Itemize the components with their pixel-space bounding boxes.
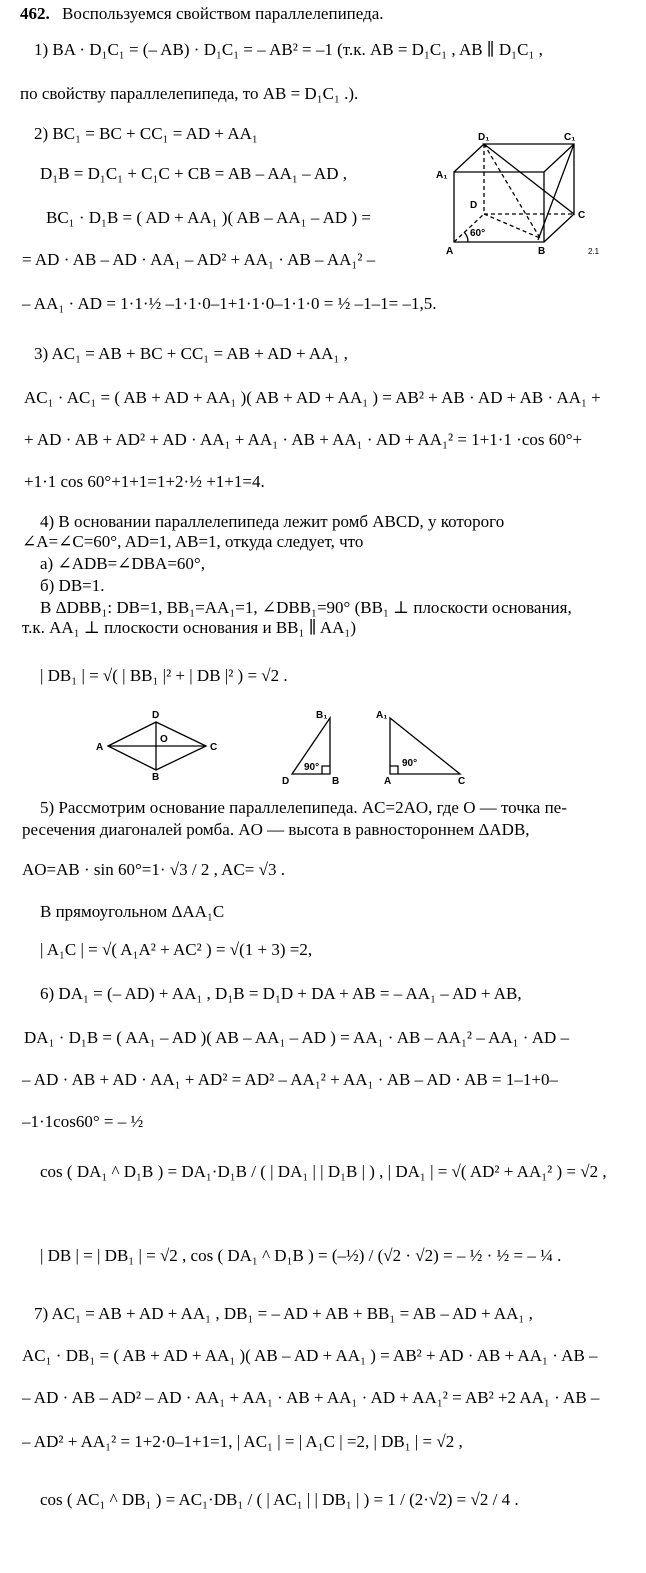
formula-line: 6) DA₁ = (– AD) + AA₁ , D₁B = D₁D + DA + AB = – AA₁ – AD + AB, xyxy=(40,984,522,1003)
formula-line: AC₁ · AC₁ = ( AB + AD + AA₁ )( AB + AD + AA₁ ) = AB² + AB · AD + AB · AA₁ + xyxy=(24,388,601,407)
formula-line: | DB | = | DB₁ | = √2 , cos ( DA₁ ^ D₁B ) = (–½) / (√2 · √2) = – ½ · ½ = – ¼ . xyxy=(40,1246,562,1265)
formula-line: 7) AC₁ = AB + AD + AA₁ , DB₁ = – AD + AB + BB₁ = AB – AD + AA₁ , xyxy=(34,1304,533,1323)
formula-line: D₁B = D₁C₁ + C₁C + CB = AB – AA₁ – AD , xyxy=(40,164,347,183)
label-B1: B₁ xyxy=(316,710,328,721)
rhombus-figure xyxy=(96,708,226,783)
label-A: A xyxy=(446,246,454,257)
formula-line: – AD · AB – AD² – AD · AA₁ + AA₁ · AB + AA₁ · AD + AA₁² = AB² +2 AA₁ · AB – xyxy=(22,1388,600,1407)
label-D: D xyxy=(152,710,160,721)
label-D: D xyxy=(282,776,290,787)
formula-line: по свойству параллелепипеда, то AB = D₁C₁ .). xyxy=(20,84,359,103)
formula-line: = AD · AB – AD · AA₁ – AD² + AA₁ · AB – AA₁² – xyxy=(22,250,376,269)
formula-line: 1) BA · D₁C₁ = (– AB) · D₁C₁ = – AB² = –1 (т.к. AB = D₁C₁ , AB ∥ D₁C₁ , xyxy=(34,40,543,59)
formula-line: 4) В основании параллелепипеда лежит ромб ABCD, у которого xyxy=(40,512,505,531)
formula-line: –1·1cos60° = – ½ xyxy=(22,1112,144,1131)
formula-line: ∠A=∠C=60°, AD=1, AB=1, откуда следует, что xyxy=(22,532,364,551)
formula-line: cos ( AC₁ ^ DB₁ ) = AC₁·DB₁ / ( | AC₁ | | DB₁ | ) = 1 / (2·√2) = √2 / 4 . xyxy=(40,1490,519,1509)
label-C: C xyxy=(458,776,466,787)
angle-label: 90° xyxy=(304,762,320,773)
formula-line: т.к. AA₁ ⊥ плоскости основания и BB₁ ∥ AA₁) xyxy=(22,618,357,637)
label-C: C xyxy=(578,210,586,221)
formula-line: cos ( DA₁ ^ D₁B ) = DA₁·D₁B / ( | DA₁ | | D₁B | ) , | DA₁ | = √( AD² + AA₁² ) = √2 , xyxy=(40,1162,607,1181)
angle-label: 90° xyxy=(402,758,418,769)
parallelepiped-figure xyxy=(428,128,608,256)
label-D1: D₁ xyxy=(478,132,490,143)
formula-line: В ΔDBB₁: DB=1, BB₁=AA₁=1, ∠DBB₁=90° (BB₁ ⊥ плоскости основания, xyxy=(40,598,572,617)
formula-line: AO=AB · sin 60°=1· √3 / 2 , AC= √3 . xyxy=(22,860,285,879)
formula-line: 2) BC₁ = BC + CC₁ = AD + AA₁ xyxy=(34,124,258,143)
formula-line: BC₁ · D₁B = ( AD + AA₁ )( AB – AA₁ – AD ) = xyxy=(46,208,371,227)
formula-line: | DB₁ | = √( | BB₁ |² + | DB |² ) = √2 . xyxy=(40,666,288,685)
formula-line: +1·1 cos 60°+1+1=1+2·½ +1+1=4. xyxy=(24,472,265,491)
label-A1: A₁ xyxy=(376,710,388,721)
label-B: B xyxy=(152,772,160,783)
formula-line: – AA₁ · AD = 1·1·½ –1·1·0–1+1·1·0–1·1·0 = ½ –1–1= –1,5. xyxy=(22,294,437,313)
problem-title: Воспользуемся свойством параллелепипеда. xyxy=(62,4,384,23)
angle-label: 60° xyxy=(470,228,486,239)
figure-note: 2.1 xyxy=(588,247,600,256)
formula-line: В прямоугольном ΔAA₁C xyxy=(40,902,225,921)
label-C1: C₁ xyxy=(564,132,576,143)
formula-line: | A₁C | = √( A₁A² + AC² ) = √(1 + 3) =2, xyxy=(40,940,313,959)
formula-line: + AD · AB + AD² + AD · AA₁ + AA₁ · AB + AA₁ · AD + AA₁² = 1+1·1 ·cos 60°+ xyxy=(24,430,583,449)
formula-line: 3) AC₁ = AB + BC + CC₁ = AB + AD + AA₁ , xyxy=(34,344,348,363)
formula-line: б) DB=1. xyxy=(40,576,105,595)
label-A: A xyxy=(96,742,104,753)
formula-line: – AD · AB + AD · AA₁ + AD² = AD² – AA₁² + AA₁ · AB – AD · AB = 1–1+0– xyxy=(22,1070,558,1089)
label-B: B xyxy=(538,246,546,257)
label-B: B xyxy=(332,776,340,787)
formula-line: AC₁ · DB₁ = ( AB + AD + AA₁ )( AB – AD + AA₁ ) = AB² + AD · AB + AA₁ · AB – xyxy=(22,1346,598,1365)
label-A1: A₁ xyxy=(436,170,448,181)
triangle-aa1c-figure xyxy=(374,708,474,787)
formula-line: ресечения диагоналей ромба. AO — высота в равностороннем ΔADB, xyxy=(22,820,530,839)
formula-line: DA₁ · D₁B = ( AA₁ – AD )( AB – AA₁ – AD ) = AA₁ · AB – AA₁² – AA₁ · AD – xyxy=(24,1028,570,1047)
formula-line: – AD² + AA₁² = 1+2·0–1+1=1, | AC₁ | = | A₁C | =2, | DB₁ | = √2 , xyxy=(22,1432,463,1451)
formula-line: а) ∠ADB=∠DBA=60°, xyxy=(40,554,205,573)
formula-line: 5) Рассмотрим основание параллелепипеда. AC=2AO, где O — точка пе- xyxy=(40,798,567,817)
label-A: A xyxy=(384,776,392,787)
triangle-dbb1-figure xyxy=(282,708,352,787)
problem-number: 462. xyxy=(20,4,50,23)
label-D: D xyxy=(470,200,478,211)
label-O: O xyxy=(160,734,168,745)
label-C: C xyxy=(210,742,218,753)
